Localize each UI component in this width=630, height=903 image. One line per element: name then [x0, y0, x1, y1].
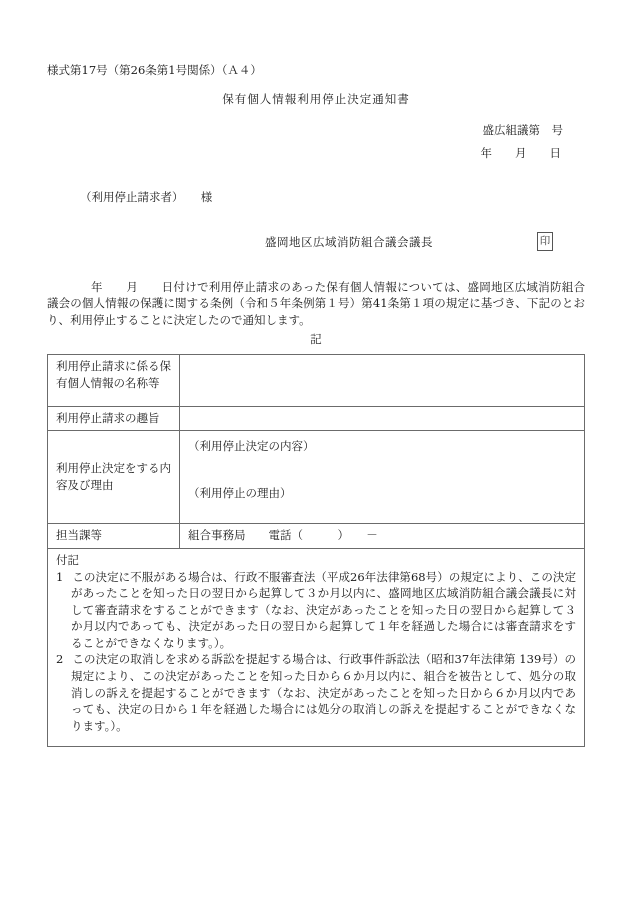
decision-reason-heading: （利用停止の理由）: [188, 485, 292, 500]
table-row-info-name: [48, 354, 585, 406]
document-title: 保有個人情報利用停止決定通知書: [222, 91, 410, 106]
row-value-request-gist: [180, 406, 585, 430]
appendix-item-1-number: 1: [56, 569, 64, 584]
decision-content-heading: （利用停止決定の内容）: [188, 438, 315, 453]
table-row-section: [48, 523, 585, 548]
appendix-title: 付記: [56, 552, 79, 567]
row-label-request-gist: 利用停止請求の趣旨: [48, 406, 180, 430]
form-number: 様式第17号（第26条第1号関係）（Ａ４）: [47, 63, 262, 77]
row-value-decision: [180, 430, 585, 523]
table-row-appendix: [48, 548, 585, 746]
appendix-cell: [48, 548, 585, 746]
appendix-item-2: [56, 651, 576, 734]
document-reference-number: 盛広組議第 号: [482, 123, 563, 137]
row-label-section: 担当課等: [48, 523, 180, 548]
appendix-item-2-number: 2: [56, 652, 64, 667]
notification-paragraph: 年 月 日付けで利用停止請求のあった保有個人情報については、盛岡地区広域消防組合議会の個人情報の保護に関する条例（令和５年条例第１号）第41条第１項の規定に基づき、下記のとおり、利用停止することに決定したので通知します。: [47, 279, 585, 327]
addressee-line: （利用停止請求者） 様: [80, 190, 213, 204]
seal-stamp-placeholder: 印: [537, 232, 553, 251]
appendix-item-2-text: この決定の取消しを求める訴訟を提起する場合は、行政事件訴訟法（昭和37年法律第 139号）の規定により、この決定があったことを知った日から６か月以内に、組合を被告として、処分の取消しの訴えを提起することができます（なお、決定があったことを知った日から６か月以内であっても、決定の日から１年を経過した場合には処分の取消しの訴えを提起することができなくなります。）。: [71, 652, 576, 733]
appendix-item-1: [56, 569, 576, 652]
table-row-request-gist: [48, 406, 585, 430]
document-date: 年 月 日: [480, 145, 561, 160]
row-value-info-name: [180, 354, 585, 406]
notice-table: [47, 354, 585, 747]
row-label-decision: 利用停止決定をする内容及び理由: [48, 430, 180, 523]
ki-heading: 記: [310, 332, 322, 346]
sender-row: [47, 234, 585, 254]
row-label-info-name: 利用停止請求に係る保有個人情報の名称等: [48, 354, 180, 406]
appendix-item-1-text: この決定に不服がある場合は、行政不服審査法（平成26年法律第68号）の規定により、この決定があったことを知った日の翌日から起算して３か月以内に、盛岡地区広域消防組合議会議長に対して審査請求をすることができます（なお、決定があったことを知った日の翌日から起算して３か月以内であっても、決定があった日の翌日から起算して１年を経過した場合には審査請求をすることができなくなります。）。: [71, 569, 576, 650]
sender-name: 盛岡地区広域消防組合議会議長: [265, 234, 433, 249]
row-value-section: 組合事務局 電話（ ） －: [180, 523, 585, 548]
table-row-decision: [48, 430, 585, 523]
